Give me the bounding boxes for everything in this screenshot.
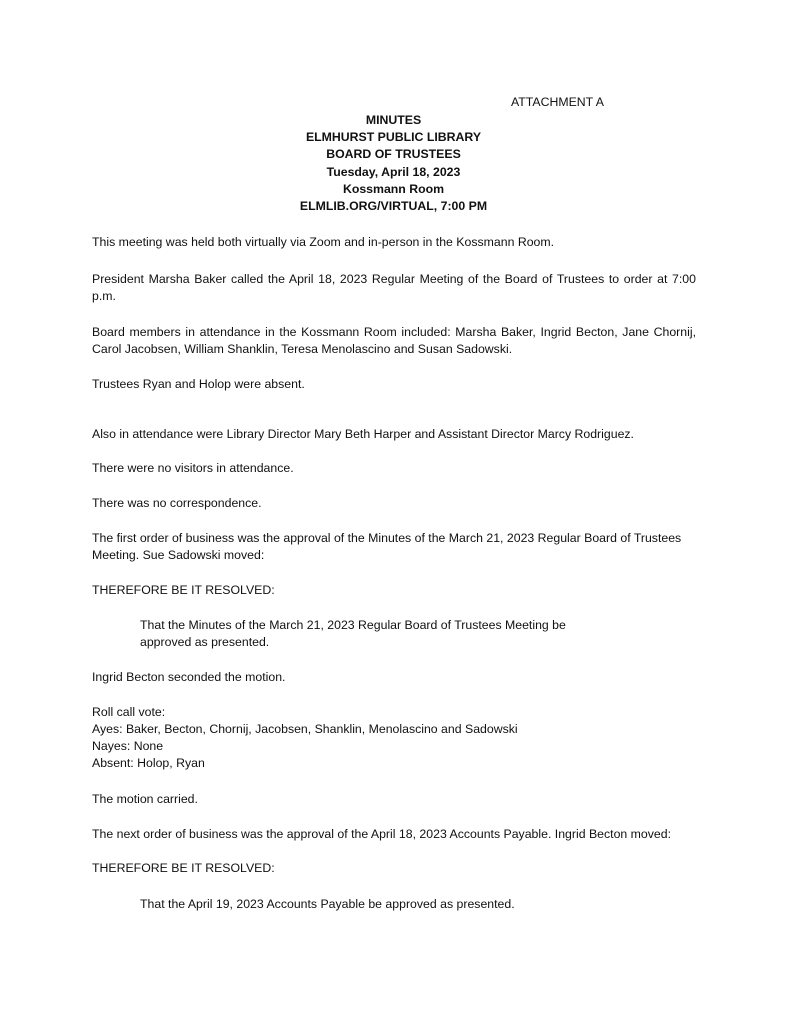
paragraph-accounts-payable: The next order of business was the approval of the April 18, 2023 Accounts Payable. Ingrid Becton moved: <box>92 827 671 841</box>
header-library-name: ELMHURST PUBLIC LIBRARY <box>305 130 482 145</box>
paragraph-meeting-format: This meeting was held both virtually via Zoom and in-person in the Kossmann Room. <box>92 235 555 249</box>
paragraph-correspondence: There was no correspondence. <box>92 496 262 510</box>
resolution-minutes: That the Minutes of the March 21, 2023 Regular Board of Trustees Meeting be approved as presented. <box>140 618 566 649</box>
header-board: BOARD OF TRUSTEES <box>326 147 461 162</box>
paragraph-minutes-approval: The first order of business was the approval of the Minutes of the March 21, 2023 Regular Board of Trustees Meeting. Sue Sadowski moved: <box>92 531 682 562</box>
paragraph-motion-carried: The motion carried. <box>92 792 198 806</box>
paragraph-attendance: Board members in attendance in the Kossmann Room included: Marsha Baker, Ingrid Becton, Jane Chornij, Carol Jacobsen, William Shanklin, Teresa Menolascino and Susan Sadowski. <box>92 325 696 356</box>
header-minutes: MINUTES <box>365 113 422 127</box>
paragraph-absent: Trustees Ryan and Holop were absent. <box>92 377 305 391</box>
resolved-heading-2: THEREFORE BE IT RESOLVED: <box>92 861 275 875</box>
roll-call-title: Roll call vote: <box>92 705 166 719</box>
header-date: Tuesday, April 18, 2023 <box>326 164 461 179</box>
roll-call-block <box>92 704 696 772</box>
resolution-accounts-payable: That the April 19, 2023 Accounts Payable be approved as presented. <box>140 897 515 911</box>
document-header <box>0 112 791 215</box>
paragraph-seconded: Ingrid Becton seconded the motion. <box>92 670 286 684</box>
paragraph-staff-attendance: Also in attendance were Library Director Mary Beth Harper and Assistant Director Marcy Rodriguez. <box>92 427 634 441</box>
resolved-heading-1: THEREFORE BE IT RESOLVED: <box>92 583 275 597</box>
header-virtual: ELMLIB.ORG/VIRTUAL, 7:00 PM <box>299 199 488 214</box>
paragraph-visitors: There were no visitors in attendance. <box>92 461 294 475</box>
header-room: Kossmann Room <box>342 181 445 196</box>
paragraph-call-to-order: President Marsha Baker called the April 18, 2023 Regular Meeting of the Board of Trustees to order at 7:00 p.m. <box>92 272 696 303</box>
roll-call-absent: Absent: Holop, Ryan <box>92 756 205 770</box>
roll-call-ayes: Ayes: Baker, Becton, Chornij, Jacobsen, Shanklin, Menolascino and Sadowski <box>92 722 518 736</box>
attachment-label: ATTACHMENT A <box>511 95 604 109</box>
roll-call-nayes: Nayes: None <box>92 739 164 753</box>
